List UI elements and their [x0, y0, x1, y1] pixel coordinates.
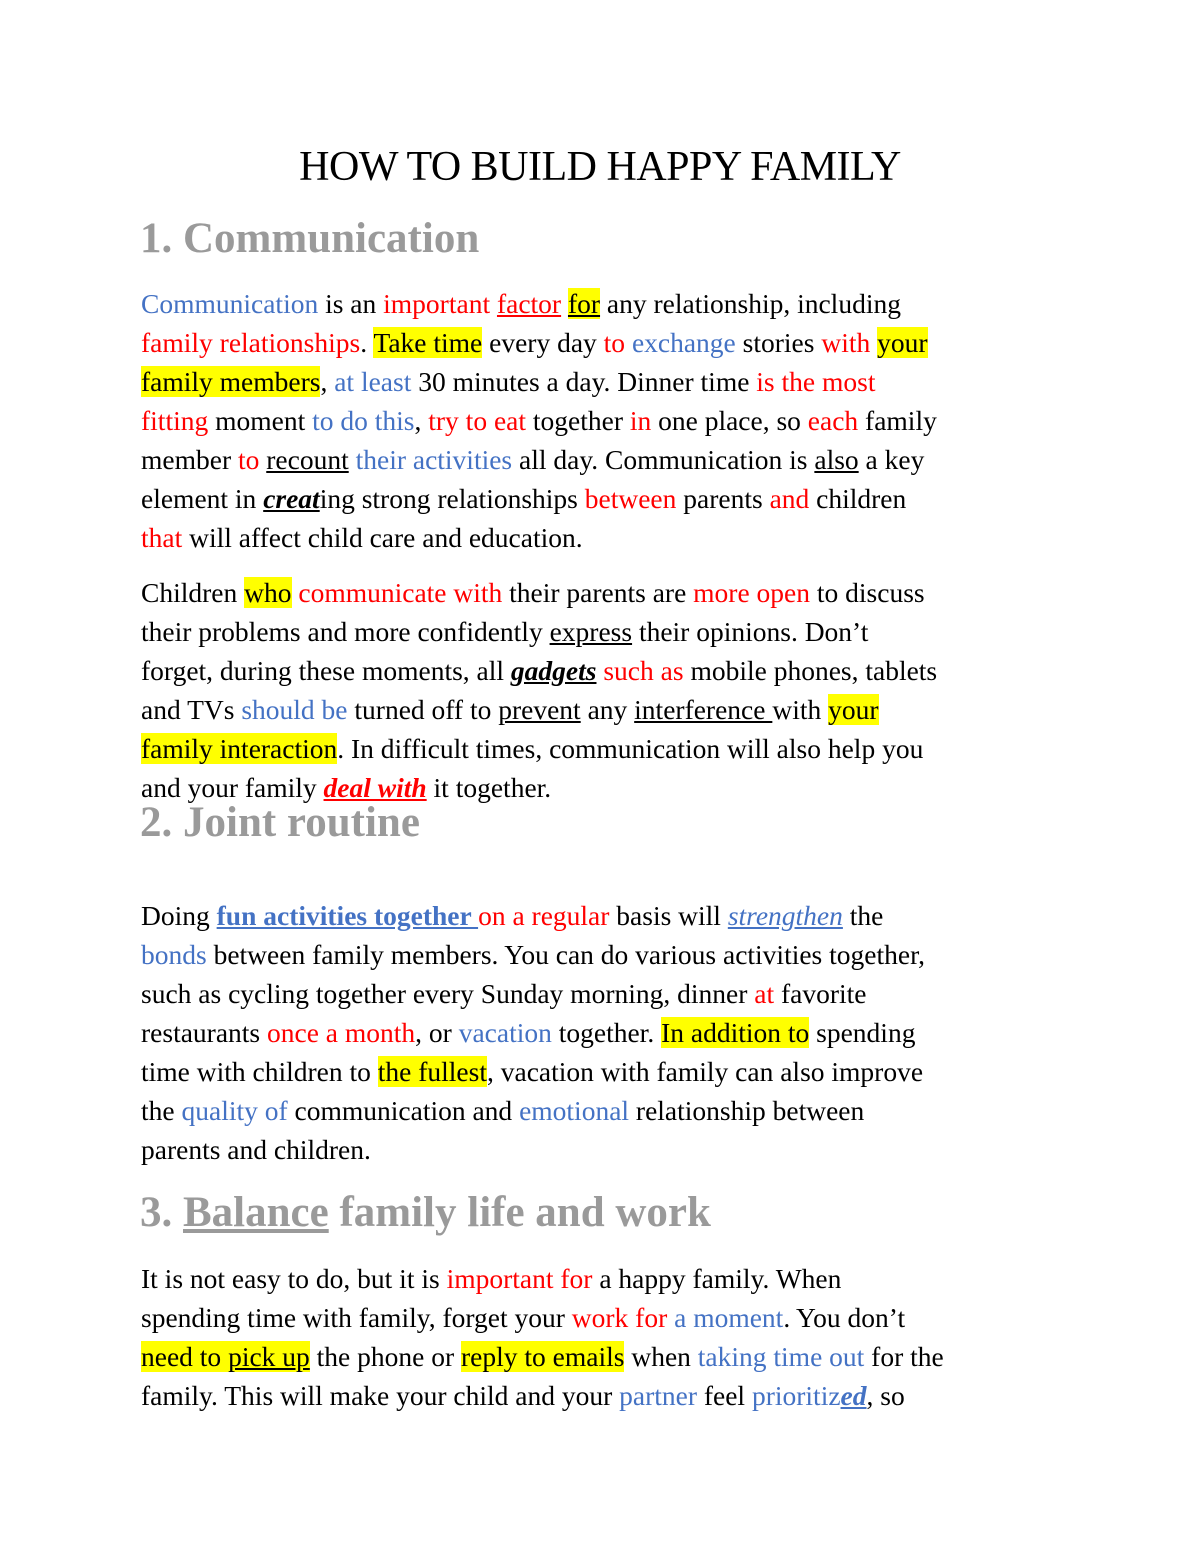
text-line	[141, 939, 925, 970]
section-1-paragraph-2	[141, 573, 1066, 807]
text-line	[141, 1134, 371, 1165]
section-1-paragraph-1	[141, 284, 1066, 557]
text-run: the	[842, 900, 884, 931]
text-run: relationship between	[629, 1095, 865, 1126]
text-line	[141, 1380, 905, 1411]
text-run: more open	[693, 577, 811, 608]
text-line	[141, 1017, 915, 1048]
text-run: 30 minutes a day. Dinner time	[411, 366, 757, 397]
text-run: reply to emails	[461, 1341, 625, 1372]
text-run: turned off to	[347, 694, 499, 725]
text-run: is an	[318, 288, 384, 319]
text-run: need to	[141, 1341, 229, 1372]
text-run: your	[828, 694, 879, 725]
section-3-heading	[140, 1187, 711, 1239]
text-run: try to eat	[428, 405, 526, 436]
text-run	[561, 288, 568, 319]
text-line	[141, 1341, 944, 1372]
text-run: their parents are	[502, 577, 694, 608]
text-run: any relationship, including	[600, 288, 901, 319]
text-run: family. This will make your child and your	[141, 1380, 620, 1411]
text-run: will affect child care and education.	[182, 522, 583, 553]
text-run: at least	[334, 366, 412, 397]
heading-run: 3.	[140, 1189, 183, 1236]
text-run: Take time	[373, 327, 483, 358]
text-line	[141, 1263, 841, 1294]
text-run: mobile phones, tablets	[683, 655, 938, 686]
text-run: ed	[840, 1380, 867, 1411]
text-run: once a month	[267, 1017, 416, 1048]
text-run	[625, 327, 632, 358]
text-run: In addition to	[661, 1017, 810, 1048]
text-run: element in	[141, 483, 264, 514]
text-run: on a regular	[478, 900, 610, 931]
text-run: to discuss	[810, 577, 925, 608]
text-line	[141, 366, 875, 397]
text-run: any	[580, 694, 635, 725]
text-line	[141, 1302, 905, 1333]
section-1-heading: 1. Communication	[140, 215, 480, 262]
text-run: gadgets	[510, 655, 597, 686]
text-run: factor	[496, 288, 562, 319]
text-run	[490, 288, 497, 319]
text-run: , so	[866, 1380, 905, 1411]
text-run: it together.	[426, 772, 552, 803]
text-run: together	[526, 405, 630, 436]
text-line	[141, 1056, 923, 1087]
text-run: It is not easy to do, but it is	[141, 1263, 447, 1294]
text-run: the fullest	[377, 1056, 487, 1087]
section-3-paragraph-1	[141, 1259, 1066, 1415]
text-run: your	[877, 327, 928, 358]
text-run: express	[549, 616, 633, 647]
text-line	[141, 522, 583, 553]
text-run: the phone or	[309, 1341, 462, 1372]
text-run: a moment	[674, 1302, 784, 1333]
text-run	[349, 444, 356, 475]
text-run: to	[237, 444, 260, 475]
text-run: work for	[571, 1302, 668, 1333]
text-run: fitting	[141, 405, 209, 436]
text-run: such as	[603, 655, 684, 686]
text-run: ing strong relationships	[319, 483, 585, 514]
text-run: should be	[241, 694, 348, 725]
text-run: at	[754, 978, 775, 1009]
text-line	[141, 900, 883, 931]
text-run: to do this	[312, 405, 415, 436]
text-run: important for	[446, 1263, 593, 1294]
text-run: , vacation with family can also improve	[486, 1056, 924, 1087]
text-run: to	[603, 327, 626, 358]
text-run: Doing	[141, 900, 217, 931]
text-run: prioritiz	[751, 1380, 841, 1411]
text-run: together.	[551, 1017, 662, 1048]
text-run: a happy family. When	[592, 1263, 842, 1294]
text-line	[141, 483, 906, 514]
text-run: restaurants	[141, 1017, 267, 1048]
text-run: basis will	[609, 900, 728, 931]
text-run: family relationships	[141, 327, 361, 358]
text-run: every day	[482, 327, 604, 358]
text-run: with	[821, 327, 871, 358]
text-run: their activities	[355, 444, 513, 475]
text-run: between	[584, 483, 677, 514]
text-run: strengthen	[727, 900, 843, 931]
text-run: also	[814, 444, 859, 475]
text-line	[141, 616, 868, 647]
text-run: favorite	[774, 978, 867, 1009]
text-run: and TVs	[141, 694, 242, 725]
text-run: recount	[266, 444, 349, 475]
text-run: who	[244, 577, 292, 608]
text-run: communicate with	[298, 577, 503, 608]
text-run: the	[141, 1095, 182, 1126]
text-run: spending time with family, forget your	[141, 1302, 572, 1333]
text-run: Children	[141, 577, 245, 608]
text-run: .	[360, 327, 374, 358]
text-run: . You don’t	[783, 1302, 906, 1333]
text-run: prevent	[498, 694, 581, 725]
text-line	[141, 288, 901, 319]
text-run: important	[383, 288, 491, 319]
section-2-heading: 2. Joint routine	[140, 799, 420, 846]
text-run: each	[807, 405, 859, 436]
text-run: between family members. You can do various activities together,	[206, 939, 926, 970]
text-run: forget, during these moments, all	[141, 655, 511, 686]
heading-run: Balance	[183, 1189, 329, 1236]
text-run: family interaction	[141, 733, 338, 764]
text-run: taking time out	[697, 1341, 865, 1372]
text-run: interference	[634, 694, 773, 725]
text-run: feel	[696, 1380, 752, 1411]
text-run: quality of	[181, 1095, 288, 1126]
text-run: ,	[320, 366, 335, 397]
text-line	[141, 1095, 864, 1126]
text-run: moment	[208, 405, 313, 436]
text-run: bonds	[141, 939, 207, 970]
text-run: creat	[263, 483, 320, 514]
text-line	[141, 327, 928, 358]
text-run: emotional	[519, 1095, 630, 1126]
text-run: for the	[864, 1341, 944, 1372]
text-run: with	[772, 694, 829, 725]
text-line	[141, 694, 879, 725]
text-line	[141, 733, 923, 764]
text-line	[141, 405, 937, 436]
text-run: and	[769, 483, 810, 514]
text-run: children	[809, 483, 907, 514]
text-run: vacation	[458, 1017, 552, 1048]
text-run: partner	[619, 1380, 697, 1411]
text-line	[141, 577, 925, 608]
text-run: . In difficult times, communication will also help you	[337, 733, 924, 764]
text-run: fun activities together	[216, 900, 479, 931]
text-run: exchange	[631, 327, 736, 358]
text-run: in	[629, 405, 652, 436]
heading-run: family life and work	[328, 1189, 711, 1236]
text-run: their opinions. Don’t	[632, 616, 869, 647]
text-run: family members	[141, 366, 321, 397]
text-run: parents	[676, 483, 770, 514]
text-line	[141, 655, 937, 686]
text-run: pick up	[228, 1341, 310, 1372]
text-run: communication and	[287, 1095, 520, 1126]
text-run: parents and children.	[141, 1134, 371, 1165]
text-run: one place, so	[651, 405, 808, 436]
text-run: , or	[415, 1017, 459, 1048]
text-run: family	[858, 405, 937, 436]
text-run: such as cycling together every Sunday morning, dinner	[141, 978, 755, 1009]
text-run: is the most	[756, 366, 876, 397]
text-run: ,	[414, 405, 429, 436]
text-run: time with children to	[141, 1056, 378, 1087]
text-run: Communication	[141, 288, 319, 319]
text-run: when	[624, 1341, 698, 1372]
text-line	[141, 978, 867, 1009]
text-run: member	[141, 444, 238, 475]
text-run: all day. Communication is	[512, 444, 815, 475]
text-run: stories	[735, 327, 822, 358]
document-title: HOW TO BUILD HAPPY FAMILY	[299, 144, 901, 190]
text-line	[141, 444, 924, 475]
text-run: and your family	[141, 772, 324, 803]
text-run: spending	[809, 1017, 916, 1048]
text-run: for	[567, 288, 601, 319]
text-run: a key	[858, 444, 925, 475]
text-run: their problems and more confidently	[141, 616, 550, 647]
text-run: that	[141, 522, 183, 553]
section-2-paragraph-1	[141, 896, 1066, 1169]
text-run: deal with	[323, 772, 427, 803]
